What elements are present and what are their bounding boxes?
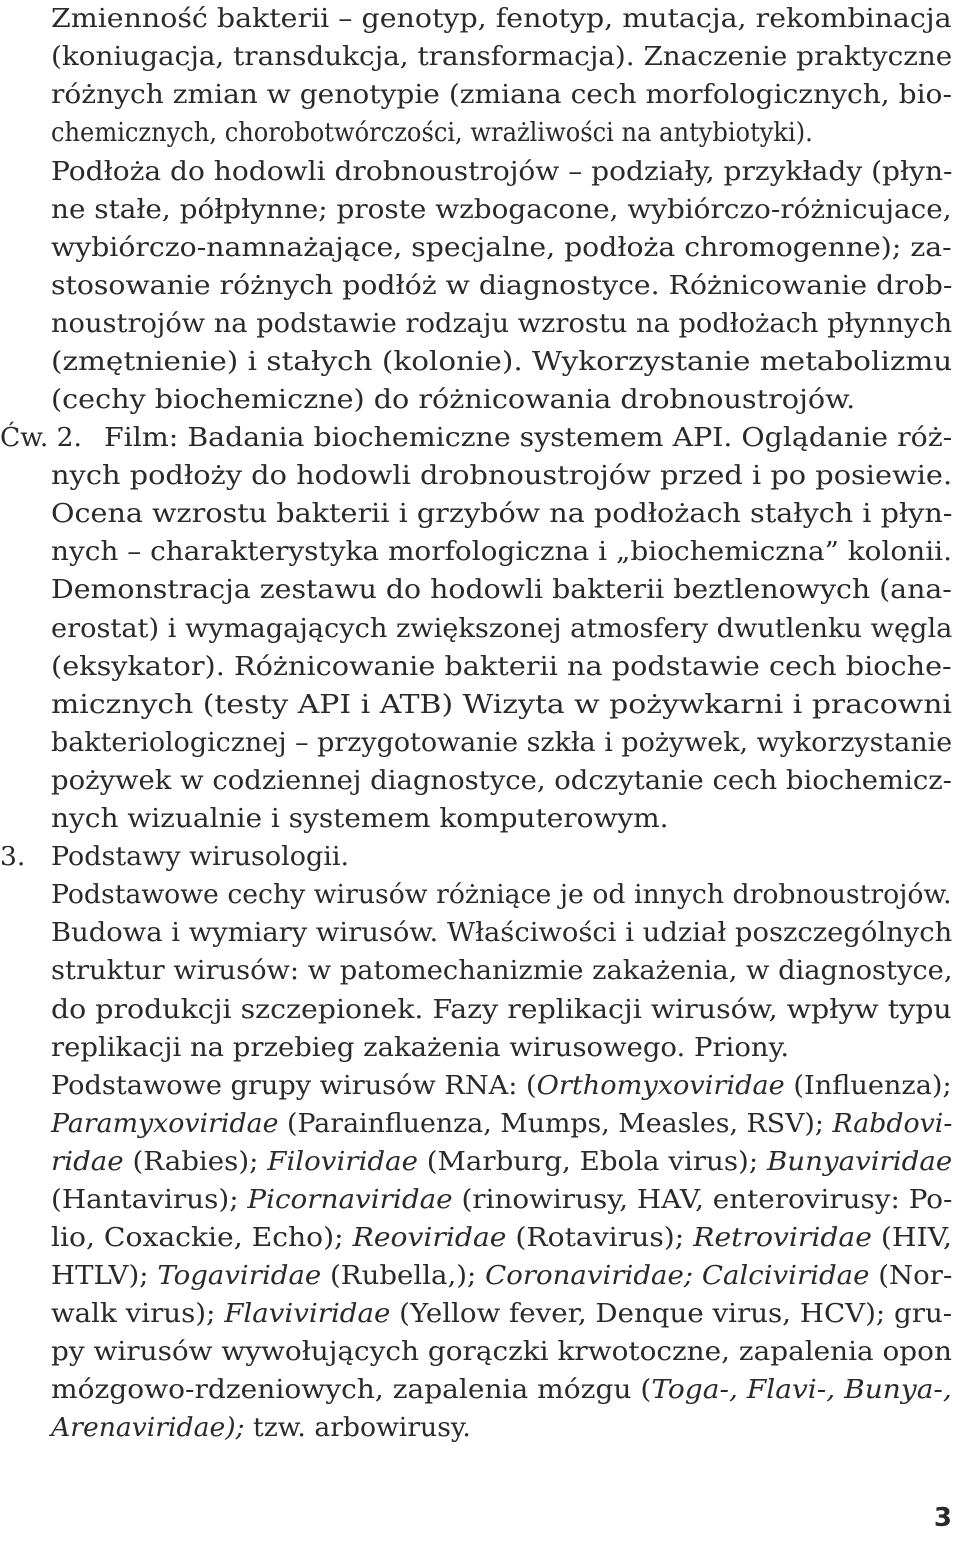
italic-taxon: Picornaviridae <box>247 1184 453 1215</box>
text-line: noustrojów na podstawie rodzaju wzrostu na podłożach płynnych <box>51 308 953 339</box>
italic-taxon: Filoviridae <box>267 1146 418 1177</box>
text-line <box>51 1067 952 1105</box>
text-line: (eksykator). Różnicowanie bakterii na podstawie cech bioche- <box>51 651 952 682</box>
text-line: nych wizualnie i systemem komputerowym. <box>51 803 669 834</box>
text-line <box>51 1257 952 1295</box>
text-line: Demonstracja zestawu do hodowli bakterii beztlenowych (ana- <box>51 574 952 605</box>
text-line <box>51 1409 471 1447</box>
italic-taxon: Retroviridae <box>693 1222 872 1253</box>
section-number: 3. <box>0 841 26 872</box>
text-line: micznych (testy API i ATB) Wizyta w pożywkarni i pracowni <box>51 689 952 720</box>
text-line: Zmienność bakterii – genotyp, fenotyp, mutacja, rekombinacja <box>51 3 952 34</box>
text-line: (cechy biochemiczne) do różnicowania drobnoustrojów. <box>51 384 856 415</box>
text-line <box>51 1105 952 1143</box>
text-run: (Rubella,); <box>321 1260 486 1291</box>
text-run: (HIV, <box>871 1222 952 1253</box>
text-line: nych – charakterystyka morfologiczna i „biochemiczna” kolonii. <box>51 536 952 567</box>
text-run: (Yellow fever, Denque virus, HCV); gru- <box>390 1298 953 1329</box>
italic-taxon: Coronaviridae; Calciviridae <box>485 1260 870 1291</box>
text-run: (Hantavirus); <box>51 1184 248 1215</box>
text-line <box>51 1295 952 1333</box>
section-title: Podstawy wirusologii. <box>51 841 350 872</box>
text-line: różnych zmian w genotypie (zmiana cech morfologicznych, bio- <box>51 79 952 110</box>
italic-taxon: Toga-, Flavi-, Bunya-, <box>651 1374 952 1405</box>
text-line: chemicznych, chorobotwórczości, wrażliwości na antybiotyki). <box>51 117 813 148</box>
text-line <box>51 1333 952 1371</box>
text-run: (Nor- <box>869 1260 953 1291</box>
text-line: ne stałe, półpłynne; proste wzbogacone, wybiórczo-różnicujace, <box>51 194 952 225</box>
text-line: do produkcji szczepionek. Fazy replikacji wirusów, wpływ typu <box>51 994 952 1025</box>
italic-taxon: Reoviridae <box>352 1222 507 1253</box>
page-number: 3 <box>933 1503 952 1533</box>
text-line <box>51 1371 952 1409</box>
text-line: pożywek w codziennej diagnostyce, odczytanie cech biochemicz- <box>51 765 952 796</box>
text-line: (zmętnienie) i stałych (kolonie). Wykorzystanie metabolizmu <box>51 346 953 377</box>
text-run: py wirusów wywołujących gorączki krwotoczne, zapalenia opon <box>51 1336 952 1367</box>
text-run: HTLV); <box>51 1260 158 1291</box>
text-run: Podstawowe grupy wirusów RNA: ( <box>51 1070 537 1101</box>
exercise-label: Ćw. 2. <box>0 422 82 453</box>
text-run: walk virus); <box>51 1298 225 1329</box>
text-line: wybiórczo-namnażające, specjalne, podłoża chromogenne); za- <box>51 232 952 263</box>
italic-taxon: Flaviviridae <box>224 1298 391 1329</box>
text-line: nych podłoży do hodowli drobnoustrojów przed i po posiewie. <box>51 460 953 491</box>
text-line: stosowanie różnych podłóż w diagnostyce. Różnicowanie drob- <box>51 270 953 301</box>
text-line: Podłoża do hodowli drobnoustrojów – podziały, przykłady (płyn- <box>51 156 953 187</box>
text-line <box>51 1143 952 1181</box>
text-run: (Rotavirus); <box>506 1222 694 1253</box>
text-line: Film: Badania biochemiczne systemem API. Oglądanie róż- <box>104 422 953 453</box>
italic-taxon: Orthomyxoviridae <box>536 1070 785 1101</box>
text-line: replikacji na przebieg zakażenia wirusowego. Priony. <box>51 1032 790 1063</box>
text-run: lio, Coxackie, Echo); <box>51 1222 353 1253</box>
text-line: bakteriologicznej – przygotowanie szkła i pożywek, wykorzystanie <box>51 727 953 758</box>
italic-taxon: Togaviridae <box>157 1260 322 1291</box>
italic-taxon: Paramyxoviridae <box>51 1108 279 1139</box>
text-line: Podstawowe cechy wirusów różniące je od innych drobnoustrojów. <box>51 879 952 910</box>
text-run: (Influenza); <box>784 1070 952 1101</box>
text-line: Budowa i wymiary wirusów. Właściwości i udział poszczególnych <box>51 917 953 948</box>
italic-taxon: Arenaviridae); <box>51 1412 245 1443</box>
italic-taxon: Rabdovi- <box>832 1108 953 1139</box>
text-line: Ocena wzrostu bakterii i grzybów na podłożach stałych i płyn- <box>51 498 953 529</box>
text-line: erostat) i wymagających zwiększonej atmosfery dwutlenku węgla <box>51 613 953 644</box>
text-run: (rinowirusy, HAV, enterovirusy: Po- <box>452 1184 953 1215</box>
text-run: (Rabies); <box>123 1146 268 1177</box>
text-line: struktur wirusów: w patomechanizmie zakażenia, w diagnostyce, <box>51 955 953 986</box>
text-line: (koniugacja, transdukcja, transformacja). Znaczenie praktyczne <box>51 41 953 72</box>
text-run: (Marburg, Ebola virus); <box>417 1146 767 1177</box>
text-line <box>51 1181 952 1219</box>
text-run: (Parainfluenza, Mumps, Measles, RSV); <box>278 1108 833 1139</box>
italic-taxon: Bunyaviridae <box>766 1146 953 1177</box>
text-run: tzw. arbowirusy. <box>244 1412 471 1443</box>
text-run: mózgowo-rdzeniowych, zapalenia mózgu ( <box>51 1374 652 1405</box>
text-line <box>51 1219 952 1257</box>
italic-taxon: ridae <box>51 1146 124 1177</box>
